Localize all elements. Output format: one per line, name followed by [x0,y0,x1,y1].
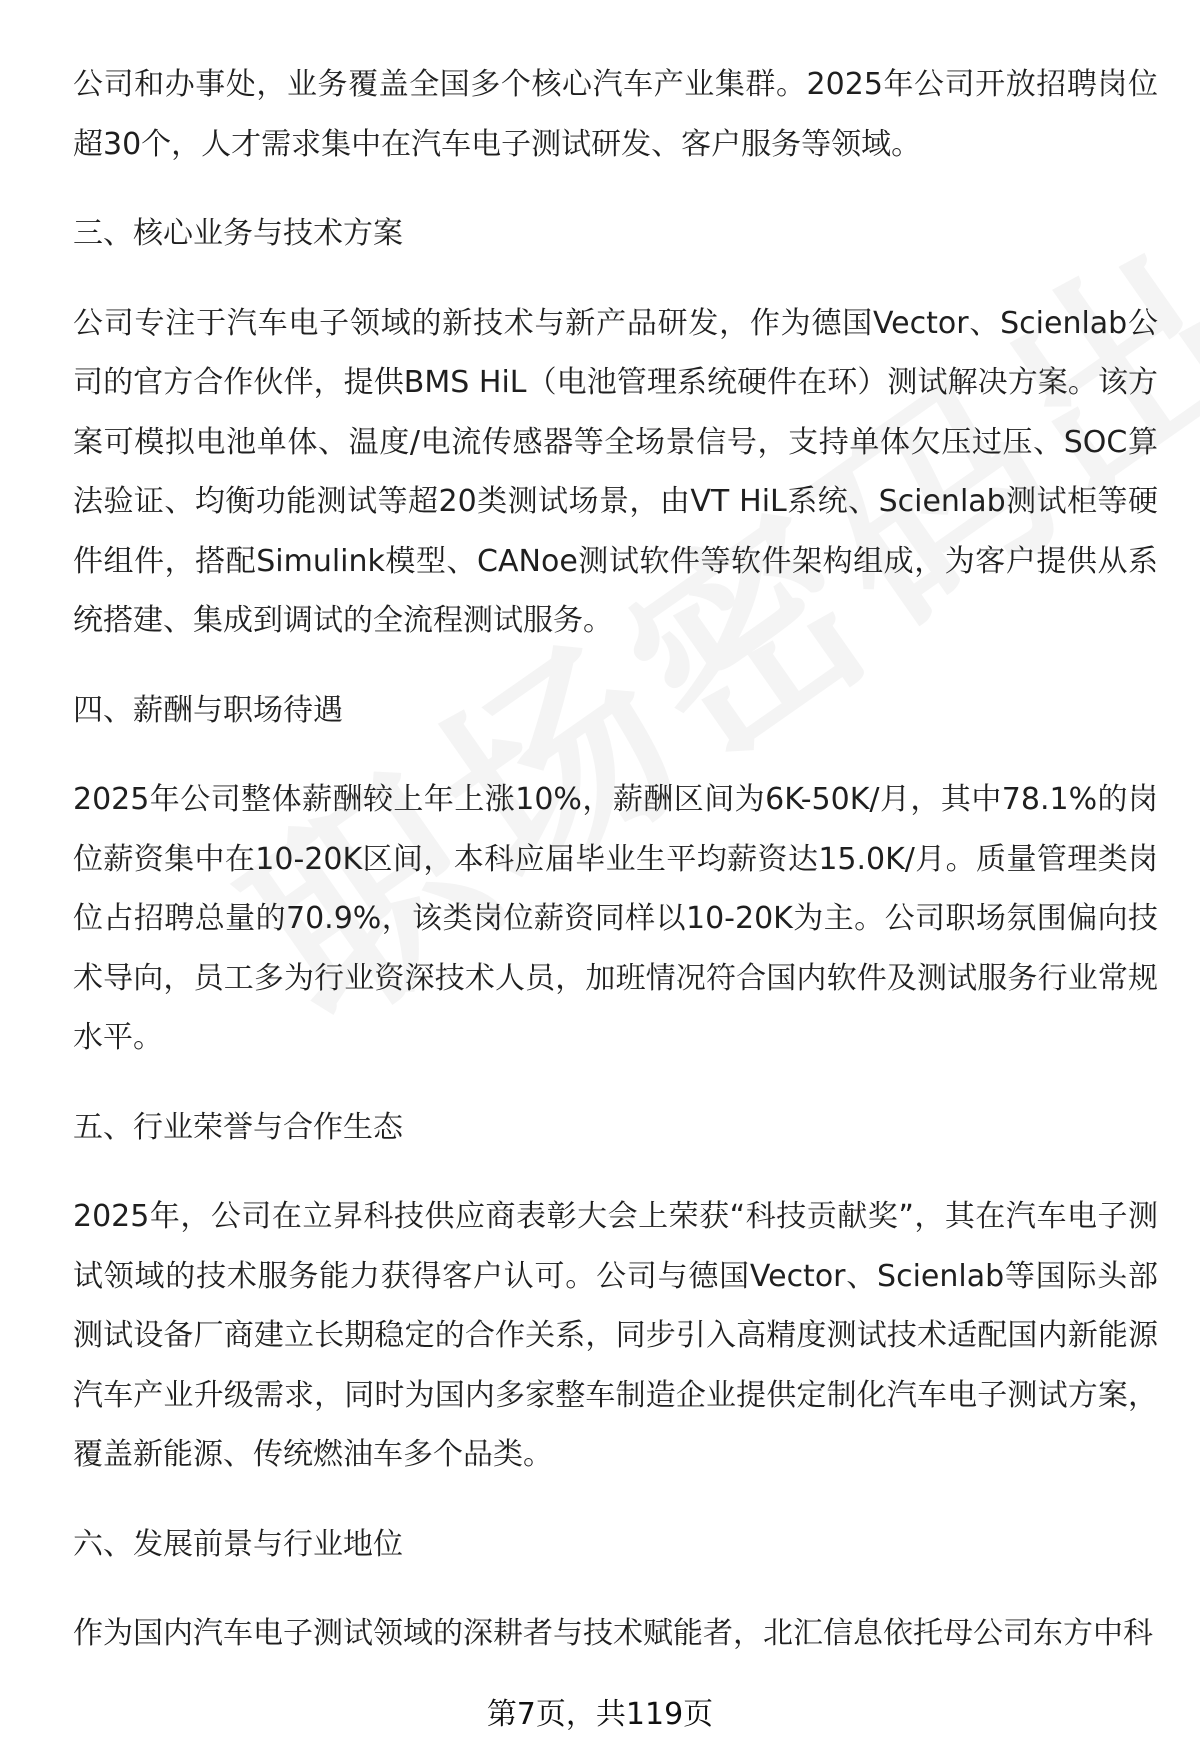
section-heading-salary: 四、薪酬与职场待遇 [73,692,343,728]
document-body [73,55,1158,1664]
paragraph-honors: 2025年，公司在立昇科技供应商表彰大会上荣获“科技贡献奖”，其在汽车电子测试领域的技术服务能力获得客户认可。公司与德国Vector、Scienlab等国际头部测试设备厂商建立长期稳定的合作关系，同步引入高精度测试技术适配国内新能源汽车产业升级需求，同时为国内多家整车制造企业提供定制化汽车电子测试方案，覆盖新能源、传统燃油车多个品类。 [73,1199,1158,1472]
section-heading-prospects: 六、发展前景与行业地位 [73,1526,403,1562]
section-heading-honors: 五、行业荣誉与合作生态 [73,1109,403,1145]
paragraph-salary: 2025年公司整体薪酬较上年上涨10%，薪酬区间为6K-50K/月，其中78.1%的岗位薪资集中在10-20K区间，本科应届毕业生平均薪资达15.0K/月。质量管理类岗位占招聘总量的70.9%，该类岗位薪资同样以10-20K为主。公司职场氛围偏向技术导向，员工多为行业资深技术人员，加班情况符合国内软件及测试服务行业常规水平。 [73,782,1158,1055]
paragraph-company-offices: 公司和办事处，业务覆盖全国多个核心汽车产业集群。2025年公司开放招聘岗位超30个，人才需求集中在汽车电子测试研发、客户服务等领域。 [73,67,1158,162]
page-number-footer: 第7页，共119页 [486,1697,714,1732]
paragraph-prospects: 作为国内汽车电子测试领域的深耕者与技术赋能者，北汇信息依托母公司东方中科 [73,1616,1153,1651]
paragraph-core-business: 公司专注于汽车电子领域的新技术与新产品研发，作为德国Vector、Scienlab公司的官方合作伙伴，提供BMS HiL（电池管理系统硬件在环）测试解决方案。该方案可模拟电池单体、温度/电流传感器等全场景信号，支持单体欠压过压、SOC算法验证、均衡功能测试等超20类测试场景，由VT HiL系统、Scienlab测试柜等硬件组件，搭配Simulink模型、CANoe测试软件等软件架构组成，为客户提供从系统搭建、集成到调试的全流程测试服务。 [73,305,1158,638]
section-heading-core-business: 三、核心业务与技术方案 [73,216,403,251]
